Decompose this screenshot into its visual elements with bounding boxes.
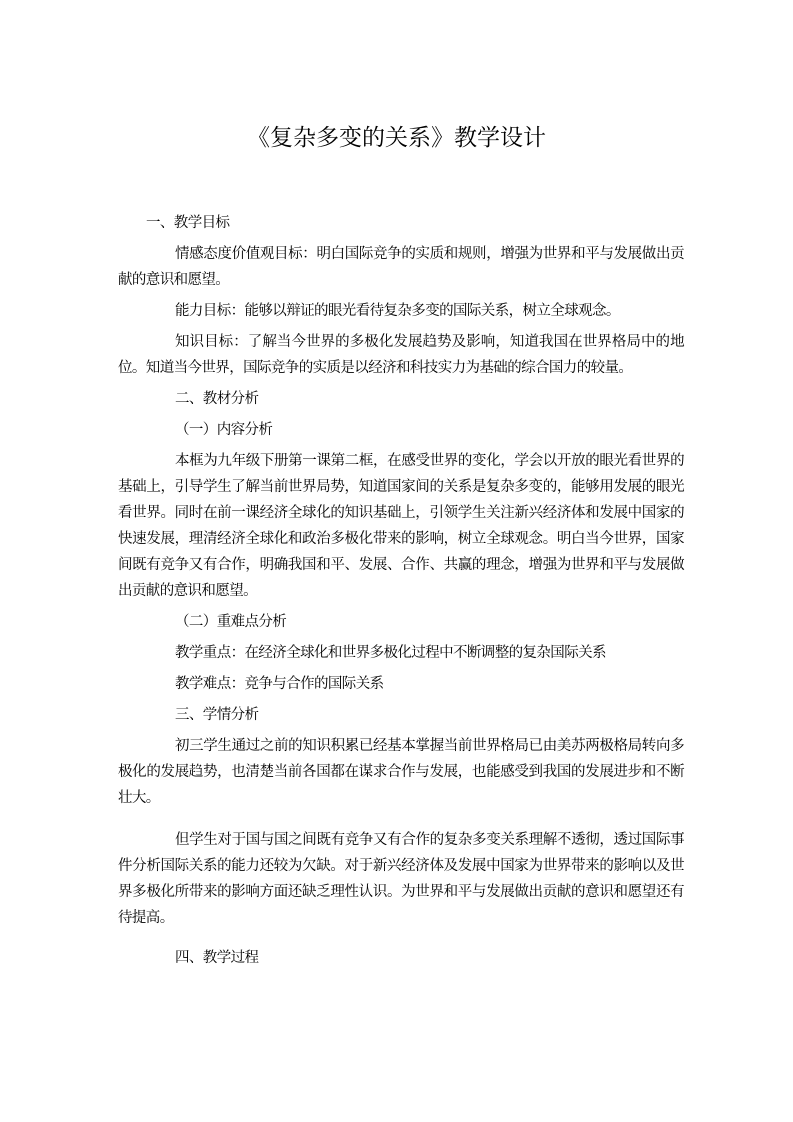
paragraph-ability-goal: 能力目标：能够以辩证的眼光看待复杂多变的国际关系，树立全球观念。	[175, 303, 620, 319]
subheading-content-analysis: （一）内容分析	[175, 422, 273, 438]
document-title: 《复杂多变的关系》教学设计	[247, 125, 546, 151]
section-heading-student-analysis: 三、学情分析	[175, 707, 259, 723]
paragraph-key-point: 教学重点：在经济全球化和世界多极化过程中不断调整的复杂国际关系	[175, 645, 606, 661]
paragraph-student-weakness: 但学生对于国与国之间既有竞争又有合作的复杂多变关系理解不透彻，透过国际事件分析国际关系的能力还较为欠缺。对于新兴经济体及发展中国家为世界带来的影响以及世界多极化所带来的影响方面还缺乏理性认识。为世界和平与发展做出贡献的意识和愿望还有待提高。	[118, 832, 684, 926]
paragraph-student-knowledge: 初三学生通过之前的知识积累已经基本掌握当前世界格局已由美苏两极格局转向多极化的发展趋势，也清楚当前各国都在谋求合作与发展，也能感受到我国的发展进步和不断壮大。	[118, 738, 684, 806]
paragraph-content-analysis: 本框为九年级下册第一课第二框，在感受世界的变化，学会以开放的眼光看世界的基础上，引导学生了解当前世界局势，知道国家间的关系是复杂多变的，能够用发展的眼光看世界。同时在前一课经济全球化的知识基础上，引领学生关注新兴经济体和发展中国家的快速发展，理清经济全球化和政治多极化带来的影响，树立全球观念。明白当今世界，国家间既有竞争又有合作，明确我国和平、发展、合作、共赢的理念，增强为世界和平与发展做出贡献的意识和愿望。	[118, 453, 684, 599]
paragraph-difficult-point: 教学难点：竞争与合作的国际关系	[175, 676, 384, 692]
section-heading-teaching-goals: 一、教学目标	[146, 215, 230, 231]
subheading-key-points: （二）重难点分析	[175, 614, 287, 630]
paragraph-emotion-goal: 情感态度价值观目标：明白国际竞争的实质和规则，增强为世界和平与发展做出贡献的意识和愿望。	[118, 246, 684, 288]
paragraph-knowledge-goal: 知识目标：了解当今世界的多极化发展趋势及影响，知道我国在世界格局中的地位。知道当今世界，国际竞争的实质是以经济和科技实力为基础的综合国力的较量。	[118, 334, 684, 376]
document-body	[118, 210, 684, 971]
section-heading-teaching-process: 四、教学过程	[175, 950, 259, 966]
section-heading-textbook-analysis: 二、教材分析	[175, 391, 259, 407]
